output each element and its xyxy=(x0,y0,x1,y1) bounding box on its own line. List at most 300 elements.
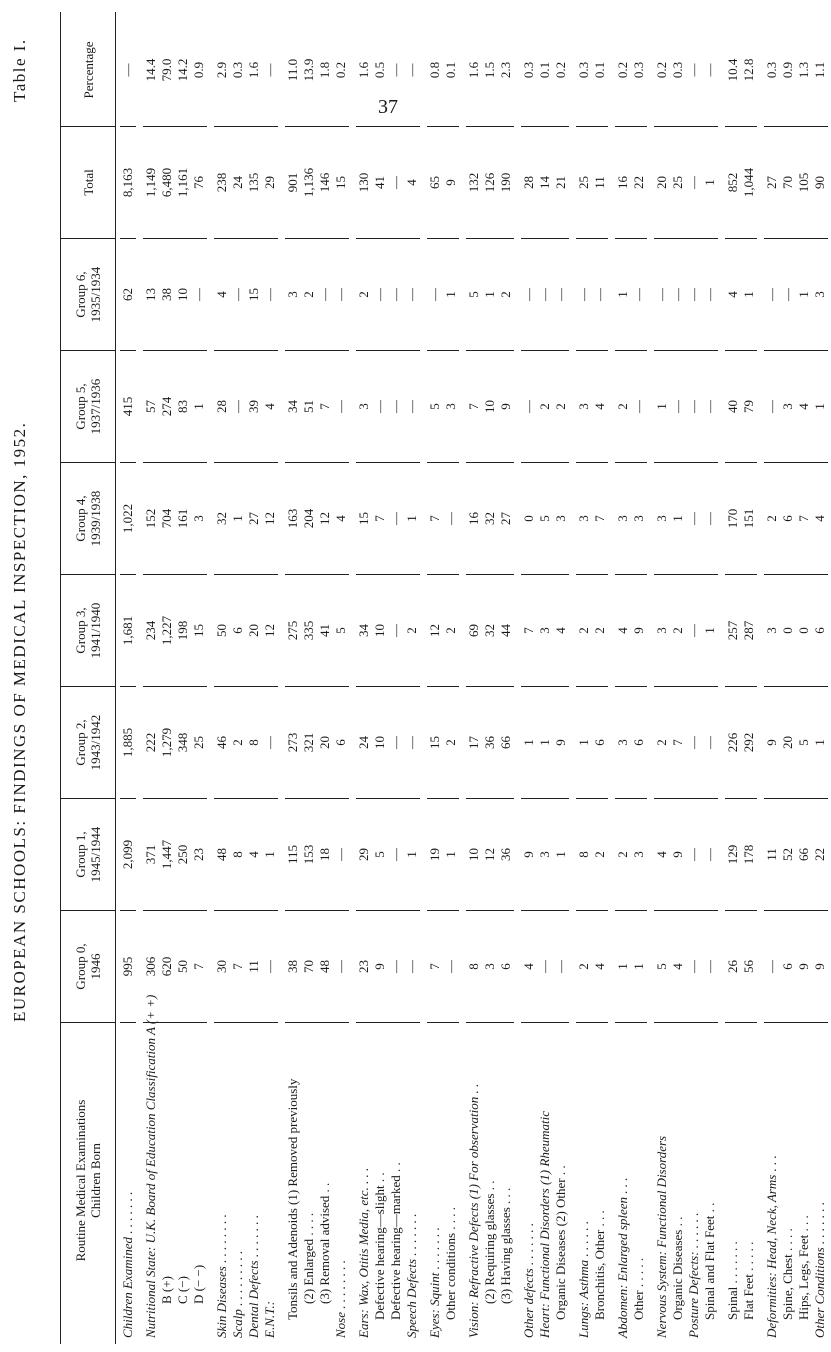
value-cell xyxy=(764,574,828,686)
cell-value: 9 xyxy=(443,179,458,186)
value-cell xyxy=(214,126,278,238)
cell-value: 4 xyxy=(615,627,630,634)
cell-value: 14 xyxy=(537,176,552,189)
value-cell xyxy=(615,350,647,462)
cell-value: 4 xyxy=(262,403,277,410)
cell-value: — xyxy=(702,400,717,413)
cell-value: 7 xyxy=(317,403,332,410)
table-row xyxy=(760,12,831,1344)
cell-value: 21 xyxy=(553,176,568,189)
cell-value: — xyxy=(443,960,458,973)
value-cell xyxy=(615,126,647,238)
cell-value: 51 xyxy=(301,400,316,413)
cell-value: 3 xyxy=(285,291,300,298)
value-cell xyxy=(120,910,136,1022)
cell-value: 129 xyxy=(725,844,740,865)
cell-value: — xyxy=(388,288,403,301)
value-cell xyxy=(143,798,207,910)
cell-value: 2 xyxy=(615,403,630,410)
cell-value: 178 xyxy=(741,844,756,865)
cell-value: 8 xyxy=(246,739,261,746)
value-cell xyxy=(120,574,136,686)
cell-value: 15 xyxy=(246,288,261,301)
row-label-cell xyxy=(615,1022,647,1344)
row-label-cell xyxy=(143,994,207,1344)
value-cell xyxy=(654,574,718,686)
cell-value: 9 xyxy=(796,963,811,970)
cell-value: — xyxy=(191,288,206,301)
cell-value: 7 xyxy=(427,963,442,970)
value-cell xyxy=(576,238,608,350)
cell-value: — xyxy=(670,400,685,413)
value-cell xyxy=(466,798,514,910)
cell-value: 4 xyxy=(553,627,568,634)
value-cell xyxy=(764,126,828,238)
table-row xyxy=(462,12,517,1344)
cell-value: 901 xyxy=(285,172,300,193)
row-label: Organic Diseases (2) Other . . xyxy=(553,1165,568,1320)
cell-value: 0 xyxy=(796,627,811,634)
cell-value: 1 xyxy=(702,627,717,634)
value-cell xyxy=(764,14,828,126)
row-label-cell xyxy=(764,1022,828,1344)
value-cell xyxy=(285,462,349,574)
cell-value: 57 xyxy=(143,400,158,413)
cell-value: 161 xyxy=(175,508,190,529)
value-cell xyxy=(427,238,459,350)
header-column: Group 4, 1939/1938 xyxy=(61,462,115,574)
value-cell xyxy=(427,910,459,1022)
cell-value: 0.1 xyxy=(443,61,458,79)
row-label: Spine, Chest . . . . xyxy=(780,1228,795,1320)
cell-value: 10.4 xyxy=(725,58,740,82)
value-cell xyxy=(427,126,459,238)
row-label: Other defects . . . . . . . xyxy=(521,1222,536,1338)
cell-value: 1 xyxy=(631,963,646,970)
cell-value: 11.0 xyxy=(285,58,300,82)
page-number: 37 xyxy=(378,96,398,118)
value-cell xyxy=(576,462,608,574)
value-cell xyxy=(285,238,349,350)
cell-value: 15 xyxy=(356,512,371,525)
cell-value: 24 xyxy=(230,176,245,189)
cell-value: — xyxy=(317,288,332,301)
cell-value: 7 xyxy=(230,963,245,970)
cell-value: 15 xyxy=(333,176,348,189)
row-label: Organic Diseases . . xyxy=(670,1216,685,1320)
value-cell xyxy=(654,238,718,350)
cell-value: 66 xyxy=(498,736,513,749)
cell-value: 2 xyxy=(537,403,552,410)
cell-value: 27 xyxy=(764,176,779,189)
cell-value: — xyxy=(537,288,552,301)
cell-value: 70 xyxy=(780,176,795,189)
cell-value: 10 xyxy=(372,624,387,637)
row-label: Other conditions . . . . xyxy=(443,1206,458,1320)
cell-value: 26 xyxy=(725,960,740,973)
cell-value: 40 xyxy=(725,400,740,413)
value-cell xyxy=(725,126,757,238)
row-label: Dental Defects . . . . . . . xyxy=(246,1214,261,1338)
cell-value: 14.2 xyxy=(175,58,190,82)
cell-value: 18 xyxy=(317,848,332,861)
cell-value: — xyxy=(230,400,245,413)
header-first-cell: Routine Medical Examinations Children Born xyxy=(61,1022,115,1344)
header-column: Total xyxy=(61,126,115,238)
value-cell xyxy=(764,238,828,350)
header-column: Group 1, 1945/1944 xyxy=(61,798,115,910)
value-cell xyxy=(356,910,420,1022)
value-cell xyxy=(285,126,349,238)
value-cell xyxy=(521,462,569,574)
cell-value: 20 xyxy=(780,736,795,749)
cell-value: — xyxy=(702,960,717,973)
cell-value: — xyxy=(333,848,348,861)
cell-value: 44 xyxy=(498,624,513,637)
cell-value: 3 xyxy=(631,515,646,522)
cell-value: — xyxy=(686,176,701,189)
cell-value: — xyxy=(686,63,701,77)
row-label: Other . . . . . xyxy=(631,1257,646,1320)
cell-value: 2 xyxy=(654,739,669,746)
value-cell xyxy=(466,910,514,1022)
row-label: Nervous System: Functional Disorders xyxy=(654,1135,669,1338)
value-cell xyxy=(143,462,207,574)
cell-value: 9 xyxy=(670,851,685,858)
cell-value: 234 xyxy=(143,620,158,641)
row-label: Eyes: Squint . . . . . . . xyxy=(427,1227,442,1338)
value-cell xyxy=(725,462,757,574)
cell-value: 28 xyxy=(521,176,536,189)
cell-value: 28 xyxy=(214,400,229,413)
cell-value: 2 xyxy=(498,291,513,298)
row-label: Speech Defects . . . . . . . xyxy=(404,1213,419,1338)
value-cell xyxy=(521,798,569,910)
cell-value: — xyxy=(262,960,277,973)
value-cell xyxy=(654,798,718,910)
cell-value: — xyxy=(686,288,701,301)
header-column: Percentage xyxy=(80,41,96,99)
cell-value: 1 xyxy=(812,403,827,410)
row-label-cell xyxy=(427,1022,459,1344)
cell-value: 198 xyxy=(175,620,190,641)
cell-value: 5 xyxy=(372,851,387,858)
cell-value: 1.6 xyxy=(356,61,371,79)
cell-value: 0.2 xyxy=(553,61,568,79)
cell-value: 163 xyxy=(285,508,300,529)
cell-value: 15 xyxy=(191,624,206,637)
cell-value: 8 xyxy=(576,851,591,858)
cell-value: 3 xyxy=(631,851,646,858)
cell-value: 0.1 xyxy=(537,61,552,79)
cell-value: 25 xyxy=(191,736,206,749)
cell-value: 2 xyxy=(301,291,316,298)
cell-value: 27 xyxy=(498,512,513,525)
value-cell xyxy=(356,238,420,350)
cell-value: 3 xyxy=(443,403,458,410)
cell-value: 30 xyxy=(214,960,229,973)
cell-value: — xyxy=(230,288,245,301)
value-cell xyxy=(725,686,757,798)
cell-value: — xyxy=(388,960,403,973)
cell-value: 23 xyxy=(356,960,371,973)
cell-value: 38 xyxy=(159,288,174,301)
cell-value: 7 xyxy=(592,515,607,522)
table-row xyxy=(611,12,650,1344)
cell-value: 76 xyxy=(191,176,206,189)
cell-value: — xyxy=(388,63,403,77)
cell-value: — xyxy=(537,960,552,973)
cell-value: 3 xyxy=(615,515,630,522)
cell-value: 13.9 xyxy=(301,58,316,82)
cell-value: 4 xyxy=(725,291,740,298)
cell-value: 2,099 xyxy=(120,839,135,870)
value-cell xyxy=(615,798,647,910)
cell-value: 34 xyxy=(356,624,371,637)
cell-value: 12 xyxy=(427,624,442,637)
cell-value: 70 xyxy=(301,960,316,973)
value-cell xyxy=(120,686,136,798)
cell-value: 34 xyxy=(285,400,300,413)
cell-value: 0.3 xyxy=(670,61,685,79)
value-cell xyxy=(214,462,278,574)
cell-value: 22 xyxy=(812,848,827,861)
cell-value: 3 xyxy=(654,627,669,634)
cell-value: 69 xyxy=(466,624,481,637)
cell-value: — xyxy=(553,288,568,301)
cell-value: — xyxy=(686,736,701,749)
cell-value: — xyxy=(388,512,403,525)
cell-value: 29 xyxy=(356,848,371,861)
cell-value: — xyxy=(670,288,685,301)
cell-value: 0.3 xyxy=(521,61,536,79)
cell-value: 273 xyxy=(285,732,300,753)
cell-value: — xyxy=(553,960,568,973)
cell-value: — xyxy=(404,736,419,749)
value-cell xyxy=(427,574,459,686)
cell-value: 41 xyxy=(372,176,387,189)
cell-value: 4 xyxy=(333,515,348,522)
cell-value: 6 xyxy=(780,963,795,970)
row-label: Nutritional State: U.K. Board of Education Classification A (+ +) xyxy=(143,994,158,1338)
cell-value: 1 xyxy=(741,291,756,298)
value-cell xyxy=(576,910,608,1022)
value-cell xyxy=(725,574,757,686)
cell-value: 4 xyxy=(592,963,607,970)
cell-value: 20 xyxy=(317,736,332,749)
cell-value: 16 xyxy=(466,512,481,525)
value-cell xyxy=(427,798,459,910)
cell-value: 2 xyxy=(592,627,607,634)
value-cell xyxy=(356,462,420,574)
value-cell xyxy=(214,798,278,910)
cell-value: 15 xyxy=(427,736,442,749)
cell-value: 1 xyxy=(230,515,245,522)
row-label: Hips, Legs, Feet . . . xyxy=(796,1215,811,1320)
cell-value: — xyxy=(521,400,536,413)
row-label: Deformities: Head, Neck, Arms . . . xyxy=(764,1155,779,1338)
cell-value: 11 xyxy=(246,960,261,973)
cell-value: 3 xyxy=(576,403,591,410)
row-label-cell xyxy=(521,1022,569,1344)
table-row xyxy=(352,12,423,1344)
value-cell xyxy=(356,798,420,910)
cell-value: — xyxy=(686,512,701,525)
cell-value: 2 xyxy=(230,739,245,746)
value-cell xyxy=(214,574,278,686)
cell-value: 16 xyxy=(615,176,630,189)
cell-value: 20 xyxy=(654,176,669,189)
header-column: Group 5, 1937/1936 xyxy=(61,350,115,462)
value-cell xyxy=(466,350,514,462)
cell-value: 0 xyxy=(780,627,795,634)
cell-value: — xyxy=(262,288,277,301)
cell-value: 6,480 xyxy=(159,167,174,198)
value-cell xyxy=(615,238,647,350)
value-cell xyxy=(214,14,278,126)
row-label: (2) Enlarged . . . . xyxy=(301,1212,316,1304)
cell-value: 1 xyxy=(404,851,419,858)
cell-value: 48 xyxy=(317,960,332,973)
value-cell xyxy=(120,238,136,350)
cell-value: — xyxy=(388,176,403,189)
cell-value: 287 xyxy=(741,620,756,641)
cell-value: 3 xyxy=(356,403,371,410)
cell-value: 152 xyxy=(143,508,158,529)
value-cell xyxy=(654,686,718,798)
value-cell xyxy=(654,350,718,462)
cell-value: 1 xyxy=(537,739,552,746)
cell-value: — xyxy=(702,736,717,749)
value-cell xyxy=(356,686,420,798)
row-label-cell xyxy=(356,1022,420,1344)
cell-value: 1,022 xyxy=(120,503,135,534)
cell-value: 3 xyxy=(191,515,206,522)
value-cell xyxy=(654,910,718,1022)
row-label: Children Examined . . . . . . . xyxy=(120,1191,135,1338)
row-label: Defective hearing—marked . . xyxy=(388,1162,403,1320)
cell-value: — xyxy=(521,288,536,301)
value-cell xyxy=(725,798,757,910)
value-cell xyxy=(427,686,459,798)
value-cell xyxy=(120,14,136,126)
cell-value: 1 xyxy=(553,851,568,858)
cell-value: 1.3 xyxy=(796,61,811,79)
cell-value: 65 xyxy=(427,176,442,189)
cell-value: 170 xyxy=(725,508,740,529)
cell-value: 4 xyxy=(214,291,229,298)
value-cell xyxy=(521,238,569,350)
cell-value: 8 xyxy=(230,851,245,858)
row-label: Heart: Functional Disorders (1) Rheumatic xyxy=(537,1111,552,1338)
value-cell xyxy=(427,14,459,126)
cell-value: 292 xyxy=(741,732,756,753)
cell-value: — xyxy=(372,288,387,301)
cell-value: 321 xyxy=(301,732,316,753)
cell-value: 1,681 xyxy=(120,615,135,646)
cell-value: 7 xyxy=(670,739,685,746)
cell-value: — xyxy=(686,624,701,637)
table-row xyxy=(116,12,139,1344)
cell-value: 1,227 xyxy=(159,615,174,646)
value-cell xyxy=(521,910,569,1022)
cell-value: 20 xyxy=(246,624,261,637)
cell-value: 90 xyxy=(812,176,827,189)
cell-value: 190 xyxy=(498,172,513,193)
row-label: Posture Defects: . . . . . . xyxy=(686,1212,701,1338)
cell-value: — xyxy=(592,288,607,301)
cell-value: 1,149 xyxy=(143,167,158,198)
cell-value: 415 xyxy=(120,396,135,417)
cell-value: 2 xyxy=(592,851,607,858)
cell-value: — xyxy=(764,400,779,413)
cell-value: — xyxy=(333,400,348,413)
cell-value: — xyxy=(120,63,135,77)
value-cell xyxy=(764,910,828,1022)
row-label: Ears: Wax, Otitis Media, etc. . . . xyxy=(356,1167,371,1338)
cell-value: 23 xyxy=(191,848,206,861)
cell-value: 17 xyxy=(466,736,481,749)
cell-value: 2 xyxy=(576,627,591,634)
cell-value: 250 xyxy=(175,844,190,865)
cell-value: 25 xyxy=(670,176,685,189)
value-cell xyxy=(576,686,608,798)
cell-value: 105 xyxy=(796,172,811,193)
cell-value: 41 xyxy=(317,624,332,637)
cell-value: 1 xyxy=(576,739,591,746)
value-cell xyxy=(466,462,514,574)
cell-value: 135 xyxy=(246,172,261,193)
cell-value: 2 xyxy=(553,403,568,410)
value-cell xyxy=(764,686,828,798)
cell-value: — xyxy=(333,960,348,973)
cell-value: 46 xyxy=(214,736,229,749)
cell-value: — xyxy=(404,288,419,301)
header-column: Group 2, 1943/1942 xyxy=(61,686,115,798)
cell-value: 0.2 xyxy=(333,61,348,79)
cell-value: — xyxy=(404,63,419,77)
value-cell xyxy=(427,350,459,462)
row-label: C (−) xyxy=(175,1276,190,1304)
cell-value: 257 xyxy=(725,620,740,641)
table-row xyxy=(139,12,210,1344)
cell-value: 8 xyxy=(466,963,481,970)
cell-value: 52 xyxy=(780,848,795,861)
cell-value: 79 xyxy=(741,400,756,413)
cell-value: — xyxy=(764,288,779,301)
cell-value: 7 xyxy=(521,627,536,634)
row-label: Defective hearing—slight . . xyxy=(372,1172,387,1320)
value-cell xyxy=(143,14,207,126)
value-cell xyxy=(285,574,349,686)
value-cell xyxy=(615,910,647,1022)
header-column: Group 6, 1935/1934 xyxy=(61,238,115,350)
cell-value: 222 xyxy=(143,732,158,753)
value-cell xyxy=(356,126,420,238)
row-label: Nose . . . . . . . . xyxy=(333,1260,348,1338)
cell-value: 1 xyxy=(521,739,536,746)
cell-value: 7 xyxy=(466,403,481,410)
value-cell xyxy=(285,798,349,910)
cell-value: 132 xyxy=(466,172,481,193)
cell-value: 10 xyxy=(482,400,497,413)
cell-value: 1 xyxy=(654,403,669,410)
cell-value: 0.9 xyxy=(780,61,795,79)
cell-value: 4 xyxy=(246,851,261,858)
cell-value: 9 xyxy=(764,739,779,746)
cell-value: — xyxy=(702,288,717,301)
cell-value: 3 xyxy=(537,627,552,634)
